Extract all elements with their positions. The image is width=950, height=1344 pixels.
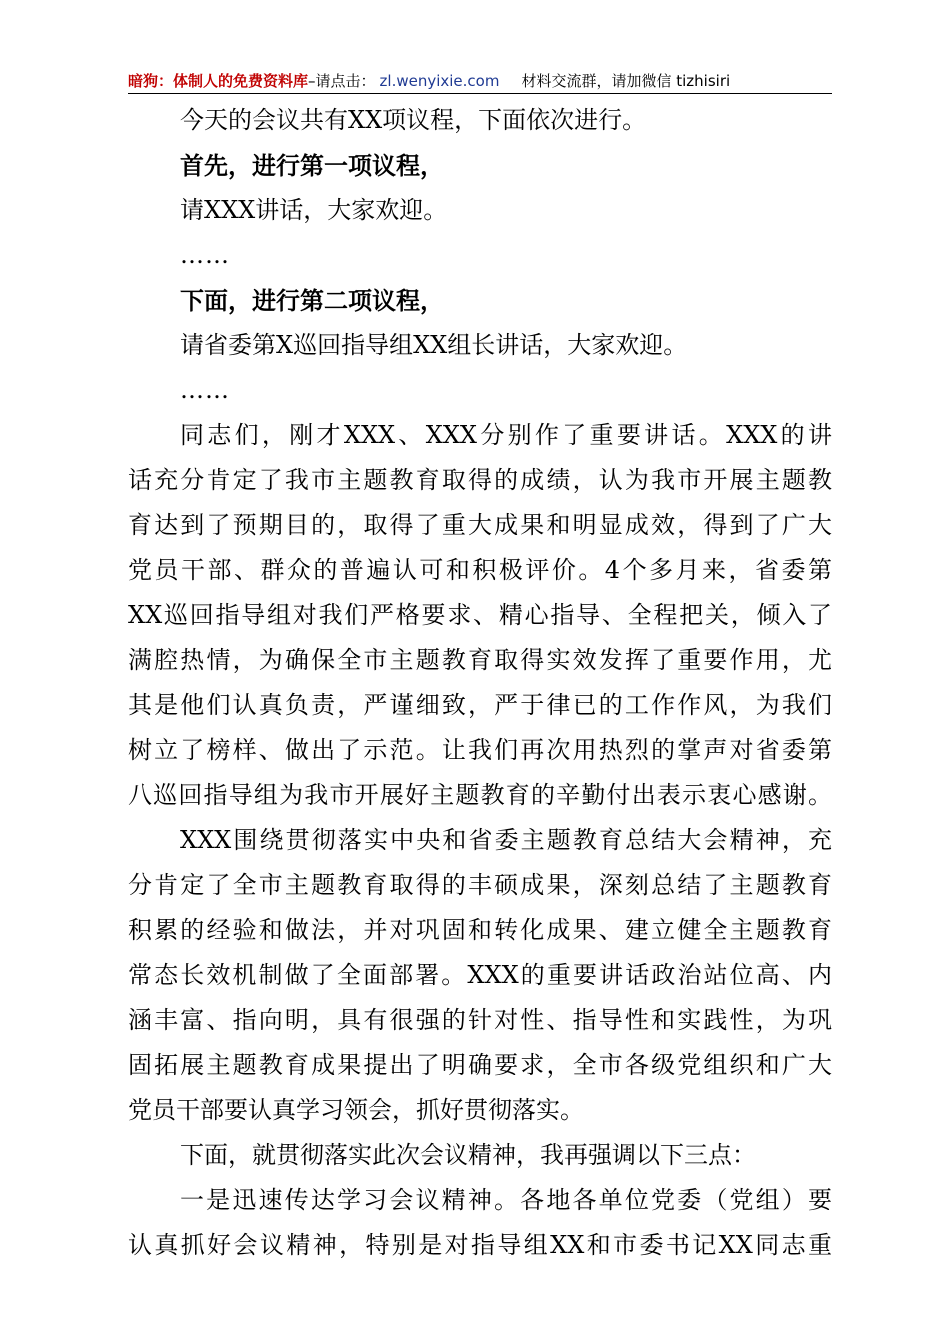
paragraph-line: 下面，就贯彻落实此次会议精神，我再强调以下三点： <box>180 1141 756 1169</box>
document-body <box>128 98 832 1268</box>
paragraph-line: 一是迅速传达学习会议精神。各地各单位党委（党组）要 <box>180 1186 832 1214</box>
paragraph-line: 满腔热情，为确保全市主题教育取得实效发挥了重要作用，尤 <box>128 646 832 674</box>
paragraph-line: 常态长效机制做了全面部署。XXX的重要讲话政治站位高、内 <box>128 961 832 989</box>
paragraph-line: 八巡回指导组为我市开展好主题教育的辛勤付出表示衷心感谢。 <box>128 781 832 809</box>
header-url-link[interactable]: zl.wenyixie.com <box>379 72 500 90</box>
ellipsis-2: …… <box>180 376 230 404</box>
paragraph-line: 固拓展主题教育成果提出了明确要求，全市各级党组织和广大 <box>128 1051 832 1079</box>
paragraph-line: 涵丰富、指向明，具有很强的针对性、指导性和实践性，为巩 <box>128 1006 832 1034</box>
header-contact: 材料交流群，请加微信 tizhisiri <box>521 72 731 90</box>
paragraph-line: XX巡回指导组对我们严格要求、精心指导、全程把关，倾入了 <box>128 601 832 629</box>
page-header <box>128 70 832 92</box>
paragraph-line: 积累的经验和做法，并对巩固和转化成果、建立健全主题教育 <box>128 916 832 944</box>
paragraph-line: 话充分肯定了我市主题教育取得的成绩，认为我市开展主题教 <box>128 466 832 494</box>
agenda-item-1-title: 首先，进行第一项议程， <box>180 151 444 180</box>
header-prompt: –请点击： <box>308 72 376 90</box>
ellipsis-1: …… <box>180 241 230 269</box>
paragraph-line: 其是他们认真负责，严谨细致，严于律已的工作作风，为我们 <box>128 691 832 719</box>
paragraph-line: 分肯定了全市主题教育取得的丰硕成果，深刻总结了主题教育 <box>128 871 832 899</box>
header-divider <box>128 93 832 94</box>
agenda-intro: 今天的会议共有XX项议程，下面依次进行。 <box>180 106 647 134</box>
paragraph-line: 树立了榜样、做出了示范。让我们再次用热烈的掌声对省委第 <box>128 736 832 764</box>
agenda-item-1-body: 请XXX讲话，大家欢迎。 <box>180 196 448 224</box>
paragraph-line: 育达到了预期目的，取得了重大成果和明显成效，得到了广大 <box>128 511 832 539</box>
agenda-item-2-title: 下面，进行第二项议程， <box>180 286 444 315</box>
paragraph-line: 认真抓好会议精神，特别是对指导组XX和市委书记XX同志重 <box>128 1231 832 1259</box>
paragraph-line: 党员干部、群众的普遍认可和积极评价。4个多月来，省委第 <box>128 556 832 584</box>
agenda-item-2-body: 请省委第X巡回指导组XX组长讲话，大家欢迎。 <box>180 331 688 359</box>
paragraph-line: XXX围绕贯彻落实中央和省委主题教育总结大会精神，充 <box>180 826 832 854</box>
paragraph-line: 党员干部要认真学习领会，抓好贯彻落实。 <box>128 1096 584 1124</box>
paragraph-line: 同志们，刚才XXX、XXX分别作了重要讲话。XXX的讲 <box>180 421 832 449</box>
header-brand: 暗狗：体制人的免费资料库 <box>128 72 309 90</box>
